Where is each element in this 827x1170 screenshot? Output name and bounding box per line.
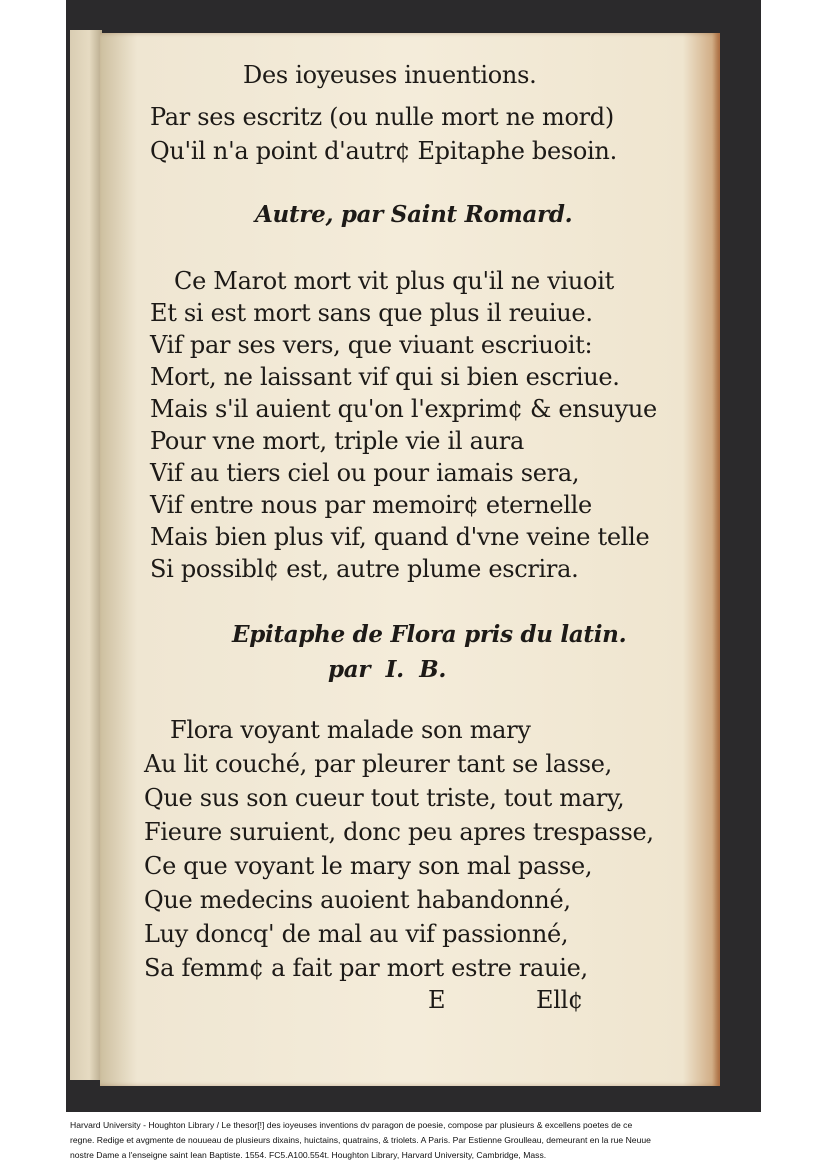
verse-line: Que sus son cueur tout triste, tout mary,	[144, 784, 625, 812]
verse-line: Si possibl¢ est, autre plume escrira.	[150, 555, 579, 583]
verse-line: Par ses escritz (ou nulle mort ne mord)	[150, 103, 614, 131]
verse-line: Et si est mort sans que plus il reuiue.	[150, 299, 593, 327]
verse-line: Vif entre nous par memoir¢ eternelle	[150, 491, 592, 519]
verse-line: Que medecins auoient habandonné,	[144, 886, 571, 914]
library-caption	[70, 1118, 760, 1163]
verse-line: Vif au tiers ciel ou pour iamais sera,	[150, 459, 580, 487]
caption-line: regne. Redige et avgmente de nouueau de plusieurs dixains, huictains, quatrains, & triolets. A Paris. Par Estienne Groulleau, demeurant en la rue Neuue	[70, 1135, 651, 1145]
verse-line: Fieure suruient, donc peu apres trespasse,	[144, 818, 654, 846]
caption-line: Harvard University - Houghton Library / Le thesor[!] des ioyeuses inventions dv paragon de poesie, compose par plusieurs & excellens poetes de ce	[70, 1120, 633, 1130]
verse-line: Pour vne mort, triple vie il aura	[150, 427, 524, 455]
verse-line: Ce Marot mort vit plus qu'il ne viuoit	[174, 267, 614, 295]
book-page	[100, 33, 720, 1086]
running-head: Des ioyeuses inuentions.	[243, 61, 537, 89]
signature-mark: E	[428, 986, 446, 1014]
verse-line: Mais bien plus vif, quand d'vne veine telle	[150, 523, 650, 551]
verse-line: Au lit couché, par pleurer tant se lasse,	[144, 750, 612, 778]
verse-line: Ce que voyant le mary son mal passe,	[144, 852, 593, 880]
verse-line: Sa femm¢ a fait par mort estre rauie,	[144, 954, 588, 982]
verse-line: Vif par ses vers, que viuant escriuoit:	[150, 331, 593, 359]
section-heading: Epitaphe de Flora pris du latin.	[232, 621, 627, 648]
verse-line: Flora voyant malade son mary	[170, 716, 531, 744]
verse-line: Mais s'il auient qu'on l'exprim¢ & ensuyue	[150, 395, 657, 423]
section-author: par I. B.	[328, 656, 447, 683]
verse-line: Mort, ne laissant vif qui si bien escriue.	[150, 363, 620, 391]
section-heading: Autre, par Saint Romard.	[255, 201, 573, 228]
catchword: Ell¢	[536, 986, 583, 1014]
caption-line: nostre Dame a l'enseigne saint Iean Baptiste. 1554. FC5.A100.554t. Houghton Library, Harvard University, Cambridge, Mass.	[70, 1150, 547, 1160]
verse-line: Qu'il n'a point d'autr¢ Epitaphe besoin.	[150, 137, 617, 165]
verse-line: Luy doncq' de mal au vif passionné,	[144, 920, 569, 948]
facing-page-edge	[70, 30, 102, 1080]
